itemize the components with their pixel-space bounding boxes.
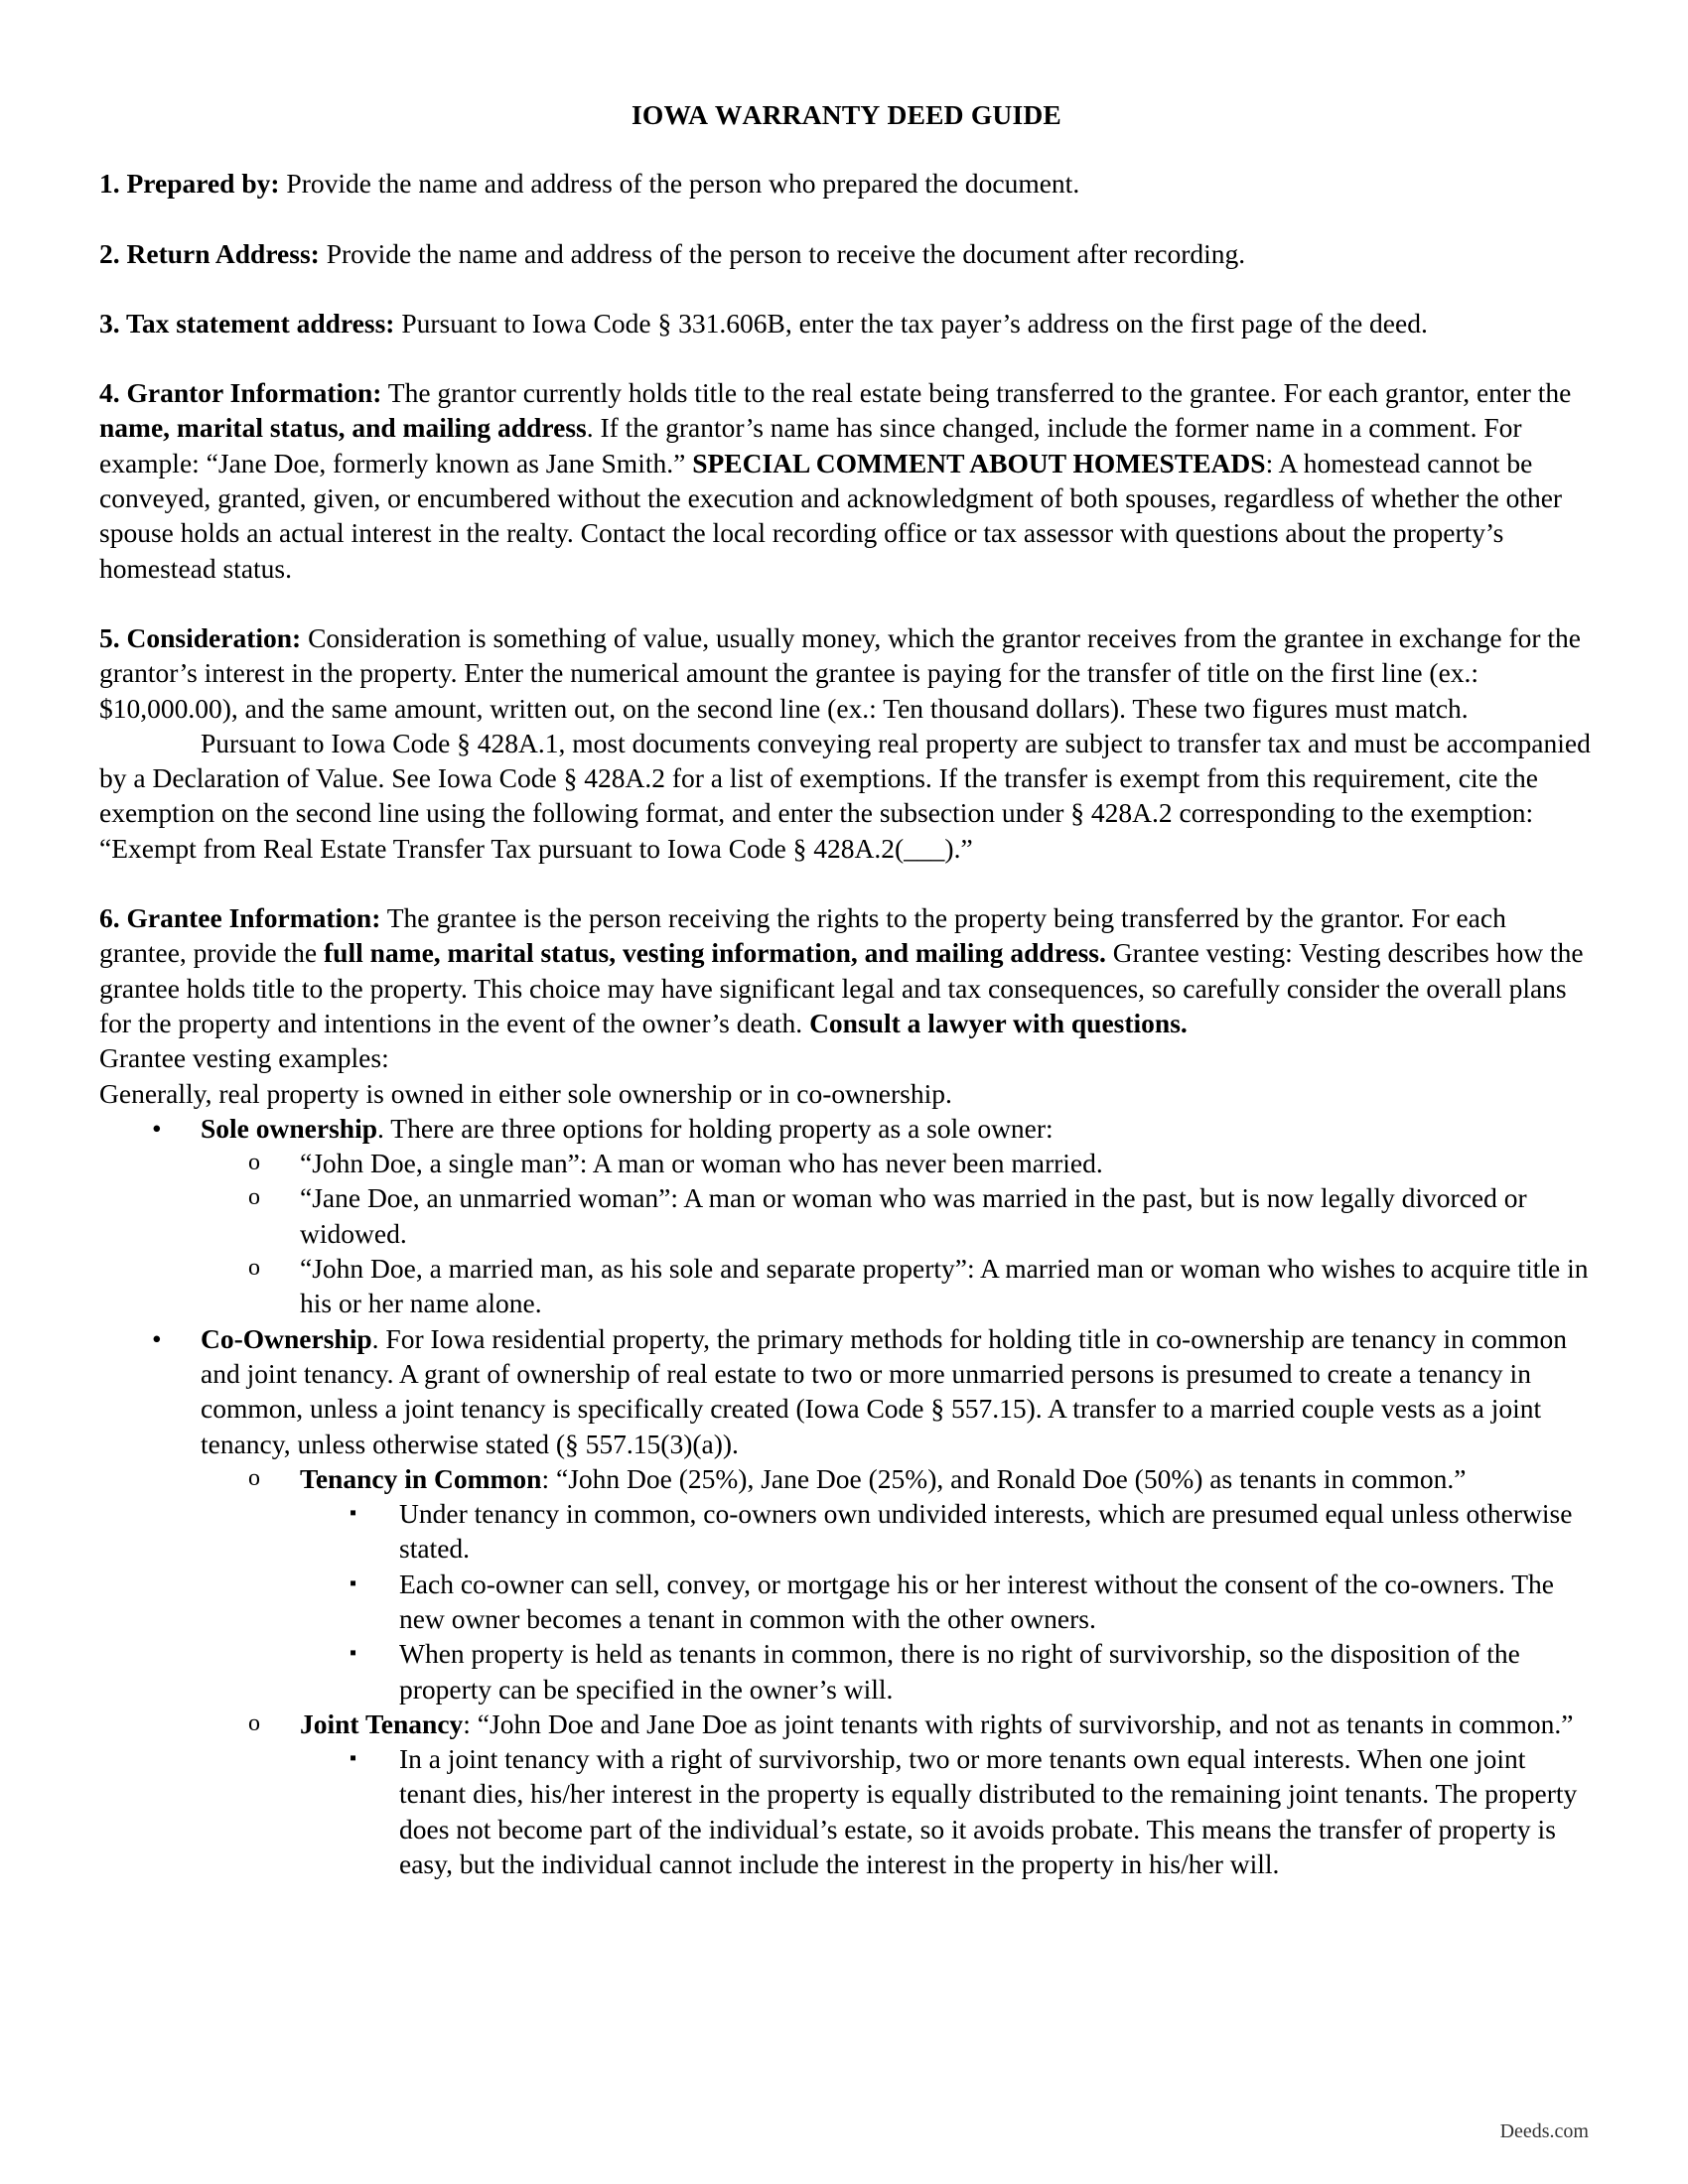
section-consideration <box>99 620 1594 726</box>
list-subitem-joint-tenancy <box>99 1706 1594 1741</box>
section-heading: 5. Consideration: <box>99 621 302 653</box>
list-subitem-text: : “John Doe and Jane Doe as joint tenants with rights of survivorship, and not as tenants in common.” <box>463 1707 1574 1739</box>
section-bold-text: SPECIAL COMMENT ABOUT HOMESTEADS <box>692 447 1266 478</box>
list-subitem-tenancy-in-common <box>99 1461 1594 1496</box>
list-item-text: . There are three options for holding property as a sole owner: <box>377 1112 1054 1144</box>
square-marker: ▪ <box>350 1571 357 1594</box>
title-part: I <box>632 99 642 130</box>
section-bold-text: full name, marital status, vesting information, and mailing address. <box>324 937 1106 969</box>
list-subitem <box>99 1251 1594 1321</box>
list-subsubitem-text: When property is held as tenants in common, there is no right of survivorship, so the disposition of the property can be specified in the owner’s will. <box>399 1638 1520 1705</box>
list-subsubitem <box>99 1636 1594 1706</box>
section-heading: 2. Return Address: <box>99 237 320 269</box>
vesting-examples-label: Grantee vesting examples: <box>99 1042 389 1074</box>
list-subitem-text: : “John Doe (25%), Jane Doe (25%), and Ronald Doe (50%) as tenants in common.” <box>541 1462 1467 1494</box>
list-subitem <box>99 1146 1594 1180</box>
section-heading: 3. Tax statement address: <box>99 307 395 339</box>
title-part: W <box>714 99 743 130</box>
square-marker: ▪ <box>350 1502 357 1525</box>
circle-marker: o <box>248 1464 260 1491</box>
list-subsubitem <box>99 1567 1594 1637</box>
section-text: : A homestead cannot be conveyed, granted, given, or encumbered without the execution and acknowledgment of both spouses, regardless of whether the other spouse holds an actual interest in the realty. Contact the local recording office or tax assessor with questions about the property’s homestead status. <box>99 447 1563 584</box>
section-text: Grantee vesting: Vesting describes how the grantee holds title to the property. This choice may have significant legal and tax consequences, so carefully consider the overall plans for the property and intentions in the event of the owner’s death. <box>99 937 1584 1038</box>
section-text: . If the grantor’s name has since changed, include the former name in a comment. For example: “Jane Doe, formerly known as Jane Smith.” <box>99 412 1522 478</box>
section-text: The grantee is the person receiving the rights to the property being transferred by the grantor. For each grantee, provide the <box>99 902 1506 969</box>
vesting-generally-text: Generally, real property is owned in either sole ownership or in co-ownership. <box>99 1077 952 1109</box>
title-part: G <box>970 99 993 130</box>
title-part: UIDE <box>992 99 1061 130</box>
footer-brand: Deeds.com <box>1499 2120 1589 2142</box>
list-item-text: . For Iowa residential property, the primary methods for holding title in co-ownership are tenancy in common and joint tenancy. A grant of ownership of real estate to two or more unmarried persons is presumed to create a tenancy in common, unless a joint tenancy is specifically created (Iowa Code § 557.15). A transfer to a married couple vests as a joint tenancy, unless otherwise stated (§ 557.15(3)(a)). <box>201 1322 1567 1459</box>
section-text: Pursuant to Iowa Code § 331.606B, enter the tax payer’s address on the first page of the deed. <box>394 307 1428 339</box>
list-subitem <box>99 1180 1594 1251</box>
title-part: ARRANTY <box>742 99 881 130</box>
circle-marker: o <box>248 1184 260 1211</box>
list-item-co-ownership <box>99 1321 1594 1461</box>
square-marker: ▪ <box>350 1747 357 1770</box>
bullet-marker: • <box>152 1322 162 1354</box>
list-subitem-heading: Tenancy in Common <box>300 1462 542 1494</box>
title-part: EED <box>907 99 964 130</box>
document-content <box>99 97 1594 1881</box>
list-subitem-text: “John Doe, a single man”: A man or woman who has never been married. <box>300 1148 1103 1179</box>
section-bold-text: Consult a lawyer with questions. <box>809 1007 1188 1038</box>
section-text: Provide the name and address of the person who prepared the document. <box>279 168 1080 200</box>
list-subitem-text: “John Doe, a married man, as his sole and separate property”: A married man or woman who wishes to acquire title in his or her name alone. <box>300 1253 1589 1319</box>
list-subsubitem-text: In a joint tenancy with a right of survivorship, two or more tenants own equal interests. When one joint tenant dies, his/her interest in the property is equally distributed to the remaining joint tenants. The property does not become part of the individual’s estate, so it avoids probate. This means the transfer of property is easy, but the individual cannot include the interest in the property in his/her will. <box>399 1743 1578 1880</box>
section-prepared-by <box>99 166 1594 201</box>
list-subitem-text: “Jane Doe, an unmarried woman”: A man or woman who was married in the past, but is now legally divorced or widowed. <box>300 1182 1527 1249</box>
list-subitem-heading: Joint Tenancy <box>300 1707 464 1739</box>
page-title <box>99 97 1594 132</box>
section-grantor-information <box>99 375 1594 586</box>
section-return-address <box>99 236 1594 271</box>
title-part: D <box>887 99 908 130</box>
circle-marker: o <box>248 1255 260 1282</box>
list-subsubitem <box>99 1741 1594 1881</box>
square-marker: ▪ <box>350 1642 357 1665</box>
section-text: Provide the name and address of the person to receive the document after recording. <box>319 237 1246 269</box>
section-tax-statement <box>99 306 1594 341</box>
list-subsubitem <box>99 1496 1594 1567</box>
section-consideration-para2: Pursuant to Iowa Code § 428A.1, most documents conveying real property are subject to transfer tax and must be accompanied by a Declaration of Value. See Iowa Code § 428A.2 for a list of exemptions. If the transfer is exempt from this requirement, cite the exemption on the second line using the following format, and enter the subsection under § 428A.2 corresponding to the exemption: “Exempt from Real Estate Transfer Tax pursuant to Iowa Code § 428A.2(___).” <box>99 727 1591 864</box>
section-heading: 4. Grantor Information: <box>99 377 382 409</box>
bullet-marker: • <box>152 1112 162 1144</box>
list-subsubitem-text: Under tenancy in common, co-owners own undivided interests, which are presumed equal unless otherwise stated. <box>399 1498 1573 1565</box>
circle-marker: o <box>248 1150 260 1176</box>
section-text: Consideration is something of value, usually money, which the grantor receives from the grantee in exchange for the grantor’s interest in the property. Enter the numerical amount the grantee is paying for the transfer of title on the first line (ex.: $10,000.00), and the same amount, written out, on the second line (ex.: Ten thousand dollars). These two figures must match. <box>99 621 1581 724</box>
section-text: The grantor currently holds title to the real estate being transferred to the grantee. For each grantor, enter the <box>381 377 1572 409</box>
list-item-heading: Sole ownership <box>201 1112 378 1144</box>
section-grantee-information <box>99 900 1594 1040</box>
section-heading: 1. Prepared by: <box>99 168 280 200</box>
circle-marker: o <box>248 1709 260 1736</box>
section-heading: 6. Grantee Information: <box>99 902 381 934</box>
section-bold-text: name, marital status, and mailing address <box>99 412 587 444</box>
list-subsubitem-text: Each co-owner can sell, convey, or mortgage his or her interest without the consent of the co-owners. The new owner becomes a tenant in common with the other owners. <box>399 1568 1555 1634</box>
list-item-sole-ownership <box>99 1111 1594 1146</box>
title-part: OWA <box>641 99 709 130</box>
list-item-heading: Co-Ownership <box>201 1322 372 1354</box>
